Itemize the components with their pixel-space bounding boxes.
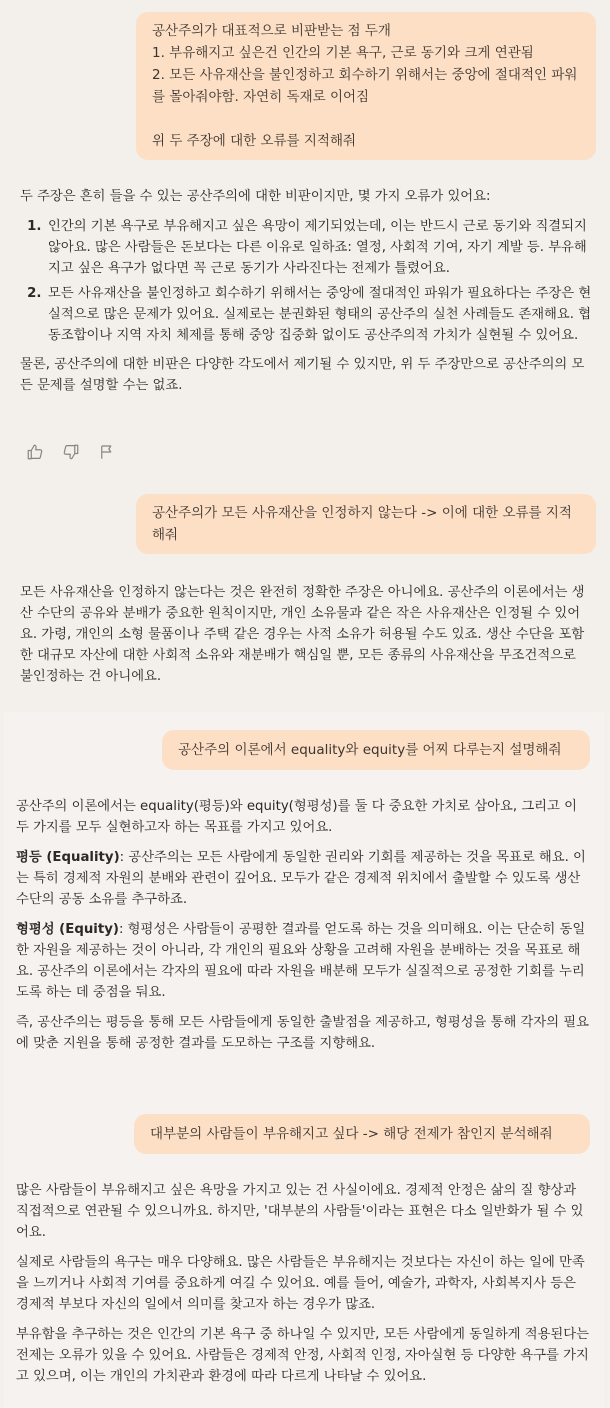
thumbs-up-icon[interactable]: [26, 443, 44, 461]
thumbs-down-icon[interactable]: [62, 443, 80, 461]
assistant-message: [16, 796, 590, 1063]
assistant-paragraph: 많은 사람들이 부유해지고 싶은 욕망을 가지고 있는 건 사실이에요. 경제적 안정은 삶의 질 향상과 직접적으로 연관될 수 있으니까요. 하지만, '대부분의 사람들'이라는 표현은 다소 일반화가 될 수 있어요.: [16, 1183, 584, 1240]
user-message: [136, 12, 596, 160]
assistant-message: [20, 186, 592, 405]
assistant-outro: 물론, 공산주의에 대한 비판은 다양한 각도에서 제기될 수 있지만, 위 두 주장만으로 공산주의의 모든 문제를 설명할 수는 없죠.: [20, 357, 585, 393]
list-item: 2. 모든 사유재산을 불인정하고 회수하기 위해서는 중앙에 절대적인 파워가 필요하다는 주장은 현실적으로 많은 문제가 있어요. 실제로는 분권화된 형태의 공산주의 실천 사례들도 존재해요. 협동조합이나 지역 자치 체제를 통해 중앙 집중화 없이도 공산주의적 가치가 실현될 수 있어요.: [46, 283, 592, 346]
equality-description: : 공산주의는 모든 사람에게 동일한 권리와 기회를 제공하는 것을 목표로 해요. 이는 특히 경제적 자원의 분배와 관련이 깊어요. 모두가 같은 경제적 위치에서 출발할 수 있도록 생산 수단의 공동 소유를 추구하죠.: [16, 850, 586, 907]
assistant-paragraph: 부유함을 추구하는 것은 인간의 기본 욕구 중 하나일 수 있지만, 모든 사람에게 동일하게 적용된다는 전제는 오류가 있을 수 있어요. 사람들은 경제적 안정, 사회적 인정, 자아실현 등 다양한 욕구를 가지고 있으며, 이는 개인의 가치관과 환경에 따라 다르게 나타날 수 있어요.: [16, 1327, 589, 1384]
assistant-message: [20, 582, 592, 696]
user-message-line: [152, 108, 580, 130]
user-message: [136, 494, 596, 554]
list-item: 1. 인간의 기본 욕구로 부유해지고 싶은 욕망이 제기되었는데, 이는 반드시 근로 동기와 직결되지 않아요. 많은 사람들은 돈보다는 다른 이유로 일하죠: 열정, 사회적 기여, 자기 계발 등. 부유해지고 싶은 욕구가 없다면 꼭 근로 동기가 사라진다는 전제가 틀렸어요.: [46, 216, 592, 279]
feedback-bar: [26, 443, 116, 461]
assistant-paragraph: 실제로 사람들의 욕구는 매우 다양해요. 많은 사람들은 부유해지는 것보다는 자신이 하는 일에 만족을 느끼거나 사회적 기여를 중요하게 여길 수 있어요. 예를 들어, 예술가, 과학자, 사회복지사 등은 경제적 부보다 자신의 일에서 의미를 찾고자 하는 경우가 많죠.: [16, 1255, 585, 1312]
assistant-intro: 공산주의 이론에서는 equality(평등)와 equity(형평성)를 둘 다 중요한 가치로 삼아요, 그리고 이 두 가지를 모두 실현하고자 하는 목표를 가지고 있어요.: [16, 799, 577, 835]
assistant-message: [16, 1180, 590, 1396]
assistant-intro: 두 주장은 흔히 들을 수 있는 공산주의에 대한 비판이지만, 몇 가지 오류가 있어요:: [20, 189, 491, 204]
assistant-paragraph: [16, 847, 590, 910]
user-message-text: 대부분의 사람들이 부유해지고 싶다 -> 해당 전제가 참인지 분석해줘: [150, 1126, 553, 1142]
user-message: [162, 730, 590, 770]
user-message: [134, 1114, 590, 1154]
term-equity: 형평성 (Equity): [16, 922, 119, 937]
user-message-line: 1. 부유해지고 싶은건 인간의 기본 욕구, 근로 동기와 크게 연관됨: [152, 45, 534, 61]
user-message-text: 공산주의가 모든 사유재산을 인정하지 않는다 -> 이에 대한 오류를 지적해줘: [152, 505, 572, 543]
user-message-line: 2. 모든 사유재산을 불인정하고 회수하기 위해서는 중앙에 절대적인 파워를 몰아줘야함. 자연히 독재로 이어짐: [152, 67, 578, 105]
user-message-line: 공산주의가 대표적으로 비판받는 점 두개: [152, 23, 391, 39]
assistant-paragraph: 모든 사유재산을 인정하지 않는다는 것은 완전히 정확한 주장은 아니에요. 공산주의 이론에서는 생산 수단의 공유와 분배가 중요한 원칙이지만, 개인 소유물과 같은 작은 사유재산은 인정될 수 있어요. 가령, 개인의 소형 물품이나 주택 같은 경우는 사적 소유가 허용될 수도 있죠. 생산 수단을 포함한 대규모 자산에 대한 사회적 소유와 재분배가 핵심일 뿐, 모든 종류의 사유재산을 무조건적으로 불인정하는 건 아니에요.: [20, 585, 585, 684]
flag-icon[interactable]: [98, 443, 116, 461]
assistant-paragraph: [16, 919, 590, 1003]
user-message-text: 공산주의 이론에서 equality와 equity를 어찌 다루는지 설명해줘: [178, 742, 562, 758]
term-equality: 평등 (Equality): [16, 850, 120, 865]
equity-description: : 형평성은 사람들이 공평한 결과를 얻도록 하는 것을 의미해요. 이는 단순히 동일한 자원을 제공하는 것이 아니라, 각 개인의 필요와 상황을 고려해 자원을 분배하는 것을 목표로 해요. 공산주의 이론에서는 각자의 필요에 따라 자원을 배분해 모두가 실질적으로 공정한 기회를 누리도록 하는 데 중점을 둬요.: [16, 922, 586, 1000]
assistant-list: [20, 216, 592, 346]
user-message-line: 위 두 주장에 대한 오류를 지적해줘: [152, 133, 357, 149]
assistant-outro: 즉, 공산주의는 평등을 통해 모든 사람들에게 동일한 출발점을 제공하고, 형평성을 통해 각자의 필요에 맞춘 지원을 통해 공정한 결과를 도모하는 구조를 지향해요.: [16, 1015, 589, 1051]
